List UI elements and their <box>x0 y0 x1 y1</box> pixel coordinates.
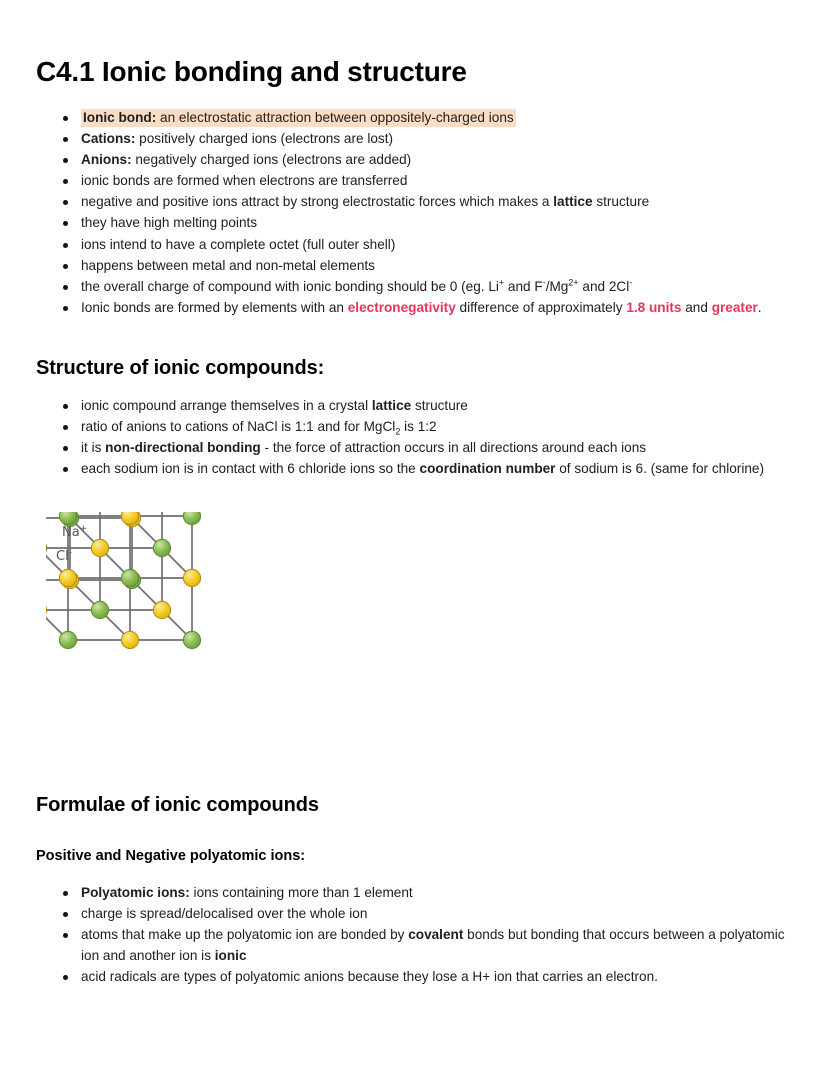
list-item-text-4: and 2Cl <box>578 278 630 294</box>
list-item-text: ions intend to have a complete octet (full outer shell) <box>81 236 396 252</box>
intro-bullet-list <box>54 108 794 318</box>
chloride-ion <box>183 512 200 525</box>
term-label: Polyatomic ions: <box>81 885 190 900</box>
list-item <box>54 298 794 319</box>
list-item-text-tail: - the force of attraction occurs in all directions around each ions <box>260 440 647 456</box>
lattice-illustration <box>46 512 276 712</box>
list-item-text: ionic compound arrange themselves in a crystal <box>81 398 372 413</box>
list-item-text: the overall charge of compound with ionic bonding should be 0 (eg. Li <box>81 278 499 294</box>
list-item <box>54 883 799 904</box>
chloride-ion <box>59 631 76 648</box>
structure-section <box>36 357 796 480</box>
list-item <box>54 967 799 988</box>
polyatomic-bullet-list <box>54 883 799 987</box>
list-item-text-tail: structure <box>592 194 650 210</box>
list-item <box>54 150 794 171</box>
list-item <box>54 235 794 256</box>
list-item-text-4: . <box>757 299 762 315</box>
term-definition: ions containing more than 1 element <box>189 885 413 900</box>
term-label: Anions: <box>81 152 132 168</box>
emphasis-coordination-number: coordination number <box>419 461 556 477</box>
sodium-ion <box>183 569 200 586</box>
list-item-text: happens between metal and non-metal elements <box>81 257 375 273</box>
list-item-text-tail: of sodium is 6. (same for chlorine) <box>555 461 764 477</box>
nacl-lattice-diagram <box>46 512 276 712</box>
list-item-text-2: bonds but bonding that occurs between a polyatomic ion and another ion is <box>81 927 785 963</box>
list-item <box>54 396 794 417</box>
list-item <box>54 277 794 298</box>
section-heading-formulae: Formulae of ionic compounds <box>36 794 319 816</box>
intro-bullet-list-container <box>54 108 794 319</box>
highlighted-definition <box>81 109 516 127</box>
sodium-ion <box>121 512 138 525</box>
list-item <box>54 129 794 150</box>
list-item-text: acid radicals are types of polyatomic anions because they lose a H+ ion that carries an electron. <box>81 968 658 984</box>
chloride-ion <box>46 539 47 556</box>
subscript-mgcl2: 2 <box>395 426 401 437</box>
chloride-ion <box>59 512 76 525</box>
label-na-text: Na+ <box>62 524 88 540</box>
list-item <box>54 417 794 438</box>
term-label: Ionic bond: <box>83 110 157 125</box>
list-item <box>54 256 794 277</box>
list-item <box>54 213 794 234</box>
sodium-ion <box>153 601 170 618</box>
list-item <box>54 459 794 480</box>
list-item-text-tail: is 1:2 <box>400 419 437 435</box>
term-label: Cations: <box>81 131 136 147</box>
list-item-text: atoms that make up the polyatomic ion are bonded by <box>81 927 409 943</box>
superscript-charge-fluoride: - <box>542 277 546 288</box>
list-item-text: ionic bonds are formed when electrons are transferred <box>81 173 408 189</box>
term-definition: an electrostatic attraction between oppositely-charged ions <box>156 110 514 125</box>
emphasis-value-units: 1.8 units <box>626 299 682 315</box>
list-item-text: negative and positive ions attract by strong electrostatic forces which makes a <box>81 194 554 210</box>
list-item <box>54 925 799 966</box>
emphasis-non-directional-bonding: non-directional bonding <box>105 440 261 456</box>
section-heading-structure: Structure of ionic compounds: <box>36 357 325 379</box>
emphasis-covalent: covalent <box>408 927 464 943</box>
list-item-text: it is <box>81 440 106 456</box>
term-definition: positively charged ions (electrons are lost) <box>135 131 394 147</box>
sub-heading-polyatomic-ions: Positive and Negative polyatomic ions: <box>36 848 306 864</box>
list-item-text: each sodium ion is in contact with 6 chloride ions so the <box>81 461 420 477</box>
emphasis-lattice: lattice <box>553 194 593 210</box>
chloride-ion <box>121 569 138 586</box>
sodium-ion <box>91 539 108 556</box>
list-item-text: Ionic bonds are formed by elements with an <box>81 299 348 315</box>
page-title: C4.1 Ionic bonding and structure <box>36 56 467 87</box>
list-item-text-3: /Mg <box>545 278 569 294</box>
list-item <box>54 904 799 925</box>
list-item-text: ratio of anions to cations of NaCl is 1:1 and for MgCl <box>81 419 396 435</box>
list-item-text-3: and <box>681 299 712 315</box>
list-item <box>54 171 794 192</box>
emphasis-ionic: ionic <box>214 947 247 963</box>
list-item-text: charge is spread/delocalised over the whole ion <box>81 906 368 922</box>
list-item-text: they have high melting points <box>81 215 258 231</box>
list-item <box>54 108 794 129</box>
label-cl-text: Cl- <box>56 548 72 564</box>
structure-bullet-list <box>54 396 794 480</box>
emphasis-electronegativity: electronegativity <box>347 299 456 315</box>
list-item-text-tail: structure <box>411 398 468 413</box>
emphasis-lattice: lattice <box>371 398 412 413</box>
list-item-text-2: and F <box>504 278 543 294</box>
chloride-ion <box>153 539 170 556</box>
sodium-ion <box>59 569 76 586</box>
superscript-charge-lithium: + <box>498 277 505 288</box>
formulae-section <box>36 794 796 988</box>
sodium-ion <box>121 631 138 648</box>
term-definition: negatively charged ions (electrons are added) <box>131 152 412 168</box>
sodium-ion <box>46 601 47 618</box>
chloride-ion <box>91 601 108 618</box>
superscript-charge-chloride: - <box>629 277 633 288</box>
list-item-text-2: difference of approximately <box>455 299 627 315</box>
list-item <box>54 438 794 459</box>
lattice-label-sodium <box>62 524 87 540</box>
emphasis-greater: greater <box>711 299 758 315</box>
superscript-charge-magnesium: 2+ <box>568 277 579 288</box>
list-item <box>54 192 794 213</box>
chloride-ion <box>183 631 200 648</box>
